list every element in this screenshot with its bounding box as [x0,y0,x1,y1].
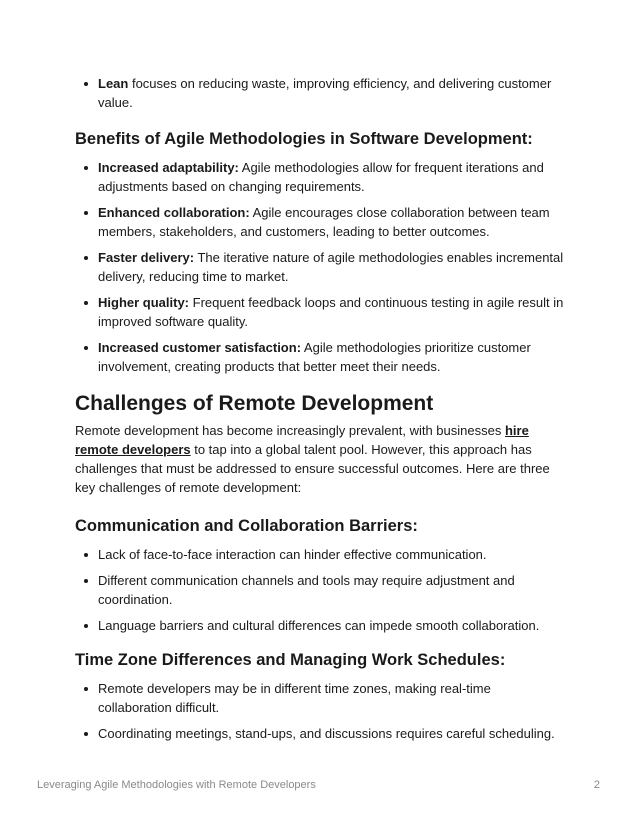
item-text: Agile methodologies allow for frequent iterations and adjustments based on changing requirements. [98,160,544,194]
list-item: Coordinating meetings, stand-ups, and discussions requires careful scheduling. [75,724,565,743]
item-text: focuses on reducing waste, improving efficiency, and delivering customer value. [98,76,552,110]
challenges-heading: Challenges of Remote Development [75,392,434,415]
item-term: Enhanced collaboration: [98,205,250,220]
list-item [75,293,565,331]
communication-list [75,545,565,635]
benefits-heading: Benefits of Agile Methodologies in Software Development: [75,130,533,148]
list-item [75,338,565,376]
item-term: Increased customer satisfaction: [98,340,302,355]
list-item: Remote developers may be in different time zones, making real-time collaboration difficult. [75,679,565,717]
list-item [75,158,565,196]
item-term: Lean [98,76,129,91]
benefits-list [75,158,565,376]
page-content [75,74,565,750]
page-number: 2 [593,779,600,791]
hire-remote-developers-link[interactable]: hire remote developers [75,423,529,457]
list-item [75,203,565,241]
list-item: Lack of face-to-face interaction can hinder effective communication. [75,545,565,564]
intro-text: to tap into a global talent pool. However, this approach has challenges that must be addressed to ensure successful outcomes. Here are three key challenges of remote development: [75,442,550,495]
item-text: Agile encourages close collaboration between team members, stakeholders, and customers, leading to better outcomes. [98,205,550,239]
list-item [75,74,565,112]
item-text: Frequent feedback loops and continuous testing in agile result in improved software quality. [98,295,564,329]
timezone-heading: Time Zone Differences and Managing Work Schedules: [75,651,506,669]
item-text: Agile methodologies prioritize customer involvement, creating products that better meet their needs. [98,340,531,374]
footer-title: Leveraging Agile Methodologies with Remote Developers [37,779,316,791]
timezone-list [75,679,565,743]
challenges-intro [75,421,565,497]
lean-list [75,74,565,112]
item-term: Faster delivery: [98,250,195,265]
list-item: Different communication channels and tools may require adjustment and coordination. [75,571,565,609]
list-item: Language barriers and cultural differences can impede smooth collaboration. [75,616,565,635]
list-item [75,248,565,286]
communication-heading: Communication and Collaboration Barriers: [75,517,418,535]
item-term: Increased adaptability: [98,160,239,175]
item-text: The iterative nature of agile methodologies enables incremental delivery, reducing time to market. [98,250,564,284]
intro-text: Remote development has become increasingly prevalent, with businesses [75,423,505,438]
item-term: Higher quality: [98,295,190,310]
